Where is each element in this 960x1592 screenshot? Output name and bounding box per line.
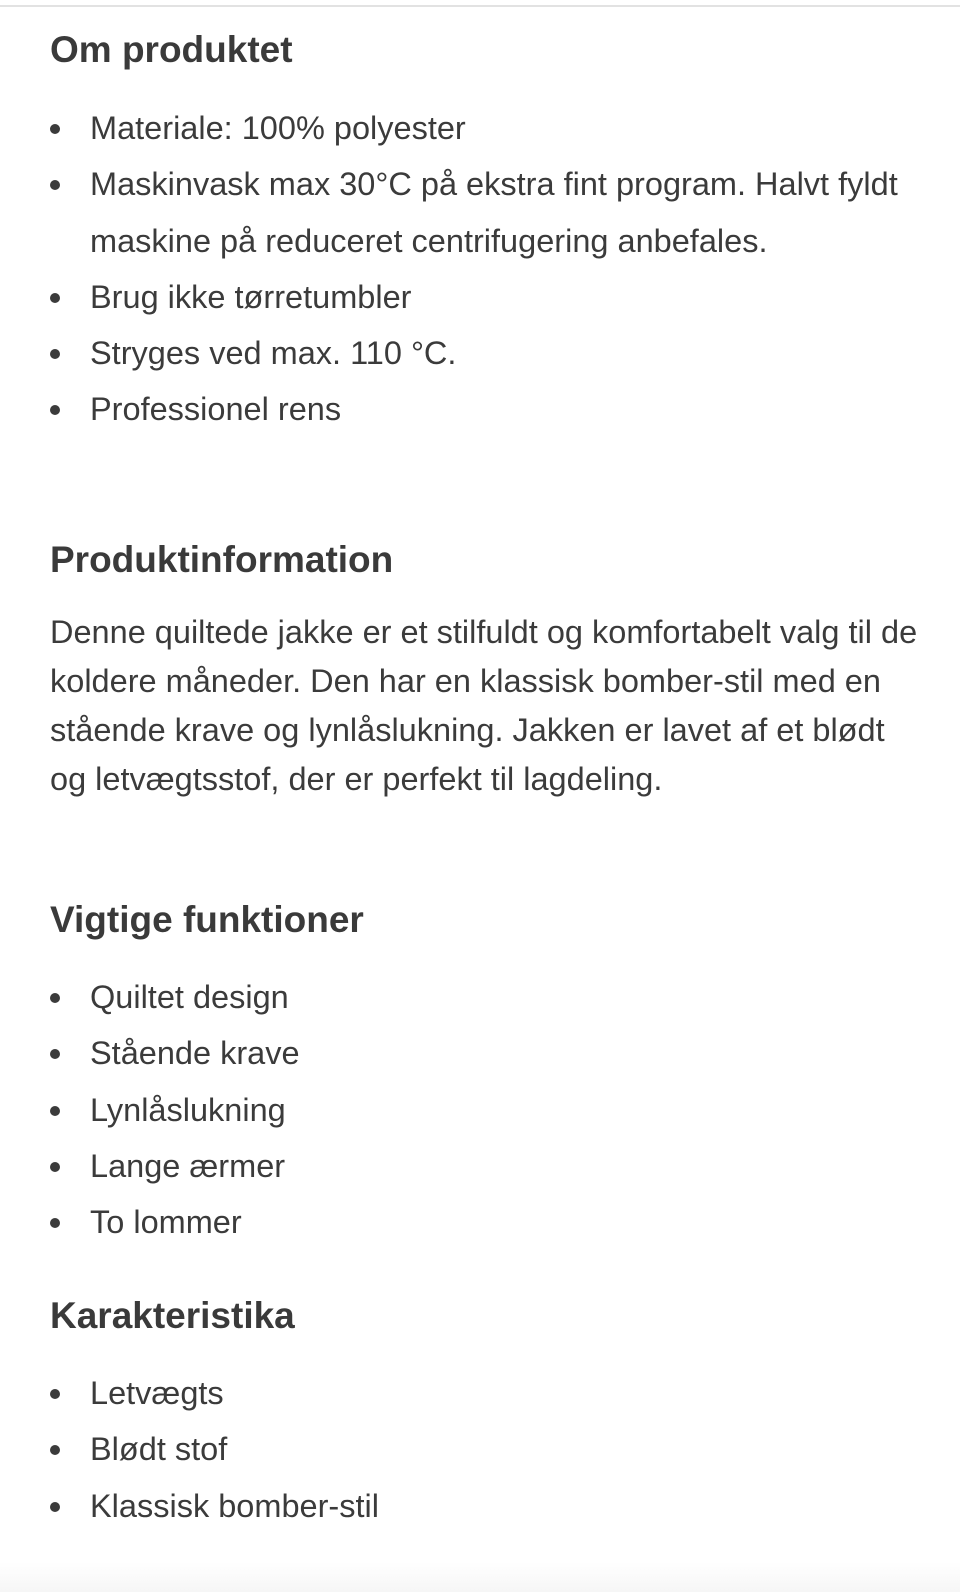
list-item: Stryges ved max. 110 °C. <box>50 325 910 381</box>
care-list <box>50 100 910 438</box>
section-heading: Karakteristika <box>50 1295 295 1336</box>
features-list <box>50 969 910 1250</box>
list-item: Stående krave <box>50 1025 910 1081</box>
section-heading: Produktinformation <box>50 539 394 580</box>
section-heading: Vigtige funktioner <box>50 899 364 940</box>
bottom-fade <box>0 1562 960 1592</box>
list-item: Letvægts <box>50 1365 910 1421</box>
list-item: To lommer <box>50 1194 910 1250</box>
list-item: Materiale: 100% polyester <box>50 100 910 156</box>
top-divider <box>0 0 960 7</box>
list-item: Klassisk bomber-stil <box>50 1478 910 1534</box>
list-item: Quiltet design <box>50 969 910 1025</box>
list-item: Lynlåslukning <box>50 1082 910 1138</box>
list-item: Lange ærmer <box>50 1138 910 1194</box>
list-item: Maskinvask max 30°C på ekstra fint program. Halvt fyldt maskine på reduceret centrifugering anbefales. <box>50 156 910 269</box>
list-item: Blødt stof <box>50 1421 910 1477</box>
characteristics-list <box>50 1365 910 1534</box>
list-item: Professionel rens <box>50 381 910 437</box>
section-heading: Om produktet <box>50 29 293 70</box>
product-description: Denne quiltede jakke er et stilfuldt og komfortabelt valg til de koldere måneder. Den har en klassisk bomber-stil med en stående krave og lynlåslukning. Jakken er lavet af et blødt og letvægtsstof, der er perfekt til lagdeling. <box>50 614 918 797</box>
list-item: Brug ikke tørretumbler <box>50 269 910 325</box>
